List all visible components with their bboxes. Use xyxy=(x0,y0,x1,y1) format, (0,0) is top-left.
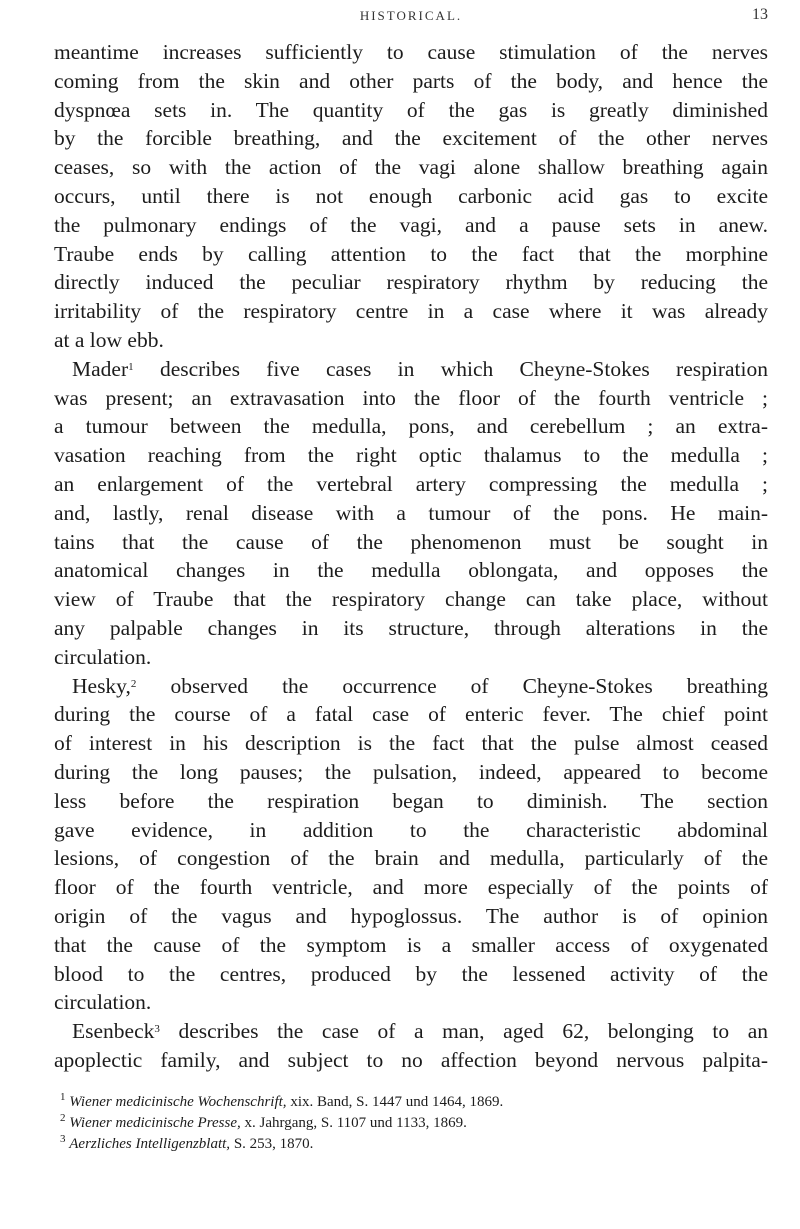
text-line: Traube ends by calling attention to the fact that the morphine xyxy=(54,241,768,266)
author-name: Esenbeck xyxy=(72,1019,155,1044)
footnote-source-title: Wiener medicinische Presse, xyxy=(69,1115,241,1131)
text-line: during the long pauses; the pulsation, indeed, appeared to become xyxy=(54,759,768,784)
first-line-text: describes five cases in which Cheyne-Stokes respiration xyxy=(133,356,768,381)
text-line: directly induced the peculiar respiratory rhythm by reducing the xyxy=(54,270,768,295)
paragraph-first-line xyxy=(54,1017,768,1046)
text-line: dyspnœa sets in. The quantity of the gas is greatly diminished xyxy=(54,97,768,122)
text-line: was present; an extravasation into the floor of the fourth ventricle ; xyxy=(54,385,768,410)
first-line-text: describes the case of a man, aged 62, belonging to an xyxy=(159,1019,768,1044)
text-line: that the cause of the symptom is a smaller access of oxygenated xyxy=(54,932,768,957)
text-line: gave evidence, in addition to the characteristic abdominal xyxy=(54,817,768,842)
footnote-number: 1 xyxy=(60,1092,66,1103)
text-line: view of Traube that the respiratory change can take place, without xyxy=(54,587,768,612)
footnote-details: S. 253, 1870. xyxy=(230,1136,314,1152)
text-line: origin of the vagus and hypoglossus. The author is of opinion xyxy=(54,903,768,928)
paragraph-first-line xyxy=(54,672,768,701)
footnotes xyxy=(54,1092,768,1155)
first-line-text: observed the occurrence of Cheyne-Stokes breathing xyxy=(136,673,768,698)
text-line: tains that the cause of the phenomenon must be sought in xyxy=(54,529,768,554)
author-name: Mader xyxy=(72,356,129,381)
text-line: anatomical changes in the medulla oblongata, and opposes the xyxy=(54,558,768,583)
running-head xyxy=(54,4,768,30)
text-line: irritability of the respiratory centre in a case where it was already xyxy=(54,299,768,324)
footnote xyxy=(54,1092,768,1113)
footnote-source-title: Wiener medicinische Wochenschrift, xyxy=(69,1094,287,1110)
text-line: vasation reaching from the right optic thalamus to the medulla ; xyxy=(54,443,768,468)
footnote-source-title: Aerzliches Intelligenzblatt, xyxy=(69,1136,231,1152)
text-line: less before the respiration began to diminish. The section xyxy=(54,788,768,813)
text-line: floor of the fourth ventricle, and more especially of the points of xyxy=(54,875,768,900)
text-line: blood to the centres, produced by the lessened activity of the xyxy=(54,961,768,986)
footnote-details: xix. Band, S. 1447 und 1464, 1869. xyxy=(286,1094,504,1110)
text-line: meantime increases sufficiently to cause stimulation of the nerves xyxy=(54,40,768,64)
text-line: and, lastly, renal disease with a tumour of the pons. He main- xyxy=(54,500,768,525)
text-line: circulation. xyxy=(54,990,152,1015)
footnote-ref: 2 xyxy=(130,677,137,690)
footnote-number: 2 xyxy=(60,1113,66,1124)
body-text xyxy=(54,38,768,1075)
text-line: of interest in his description is the fact that the pulse almost ceased xyxy=(54,731,768,756)
text-line: ceases, so with the action of the vagi alone shallow breathing again xyxy=(54,155,768,180)
text-line: by the forcible breathing, and the excitement of the other nerves xyxy=(54,126,768,151)
footnote xyxy=(54,1134,768,1155)
footnote-details: x. Jahrgang, S. 1107 und 1133, 1869. xyxy=(240,1115,467,1131)
text-line: an enlargement of the vertebral artery compressing the medulla ; xyxy=(54,471,768,496)
text-line: any palpable changes in its structure, through alterations in the xyxy=(54,615,768,640)
text-line: lesions, of congestion of the brain and medulla, particularly of the xyxy=(54,846,768,871)
text-line: coming from the skin and other parts of the body, and hence the xyxy=(54,68,768,93)
text-line: circulation. xyxy=(54,644,152,669)
footnote-number: 3 xyxy=(60,1134,66,1145)
text-line: a tumour between the medulla, pons, and cerebellum ; an extra- xyxy=(54,414,768,439)
page-number: 13 xyxy=(752,6,768,23)
paragraph-first-line xyxy=(54,355,768,384)
author-name: Hesky, xyxy=(72,673,131,698)
text-line: the pulmonary endings of the vagi, and a pause sets in anew. xyxy=(54,212,768,237)
text-line: occurs, until there is not enough carbonic acid gas to excite xyxy=(54,183,768,208)
text-line: during the course of a fatal case of enteric fever. The chief point xyxy=(54,702,768,727)
text-line: at a low ebb. xyxy=(54,327,164,352)
running-title: HISTORICAL. xyxy=(359,8,463,23)
footnote-ref: 1 xyxy=(128,360,134,373)
text-line: apoplectic family, and subject to no affection beyond nervous palpita- xyxy=(54,1047,768,1072)
footnote xyxy=(54,1113,768,1134)
footnote-ref: 3 xyxy=(154,1023,160,1036)
